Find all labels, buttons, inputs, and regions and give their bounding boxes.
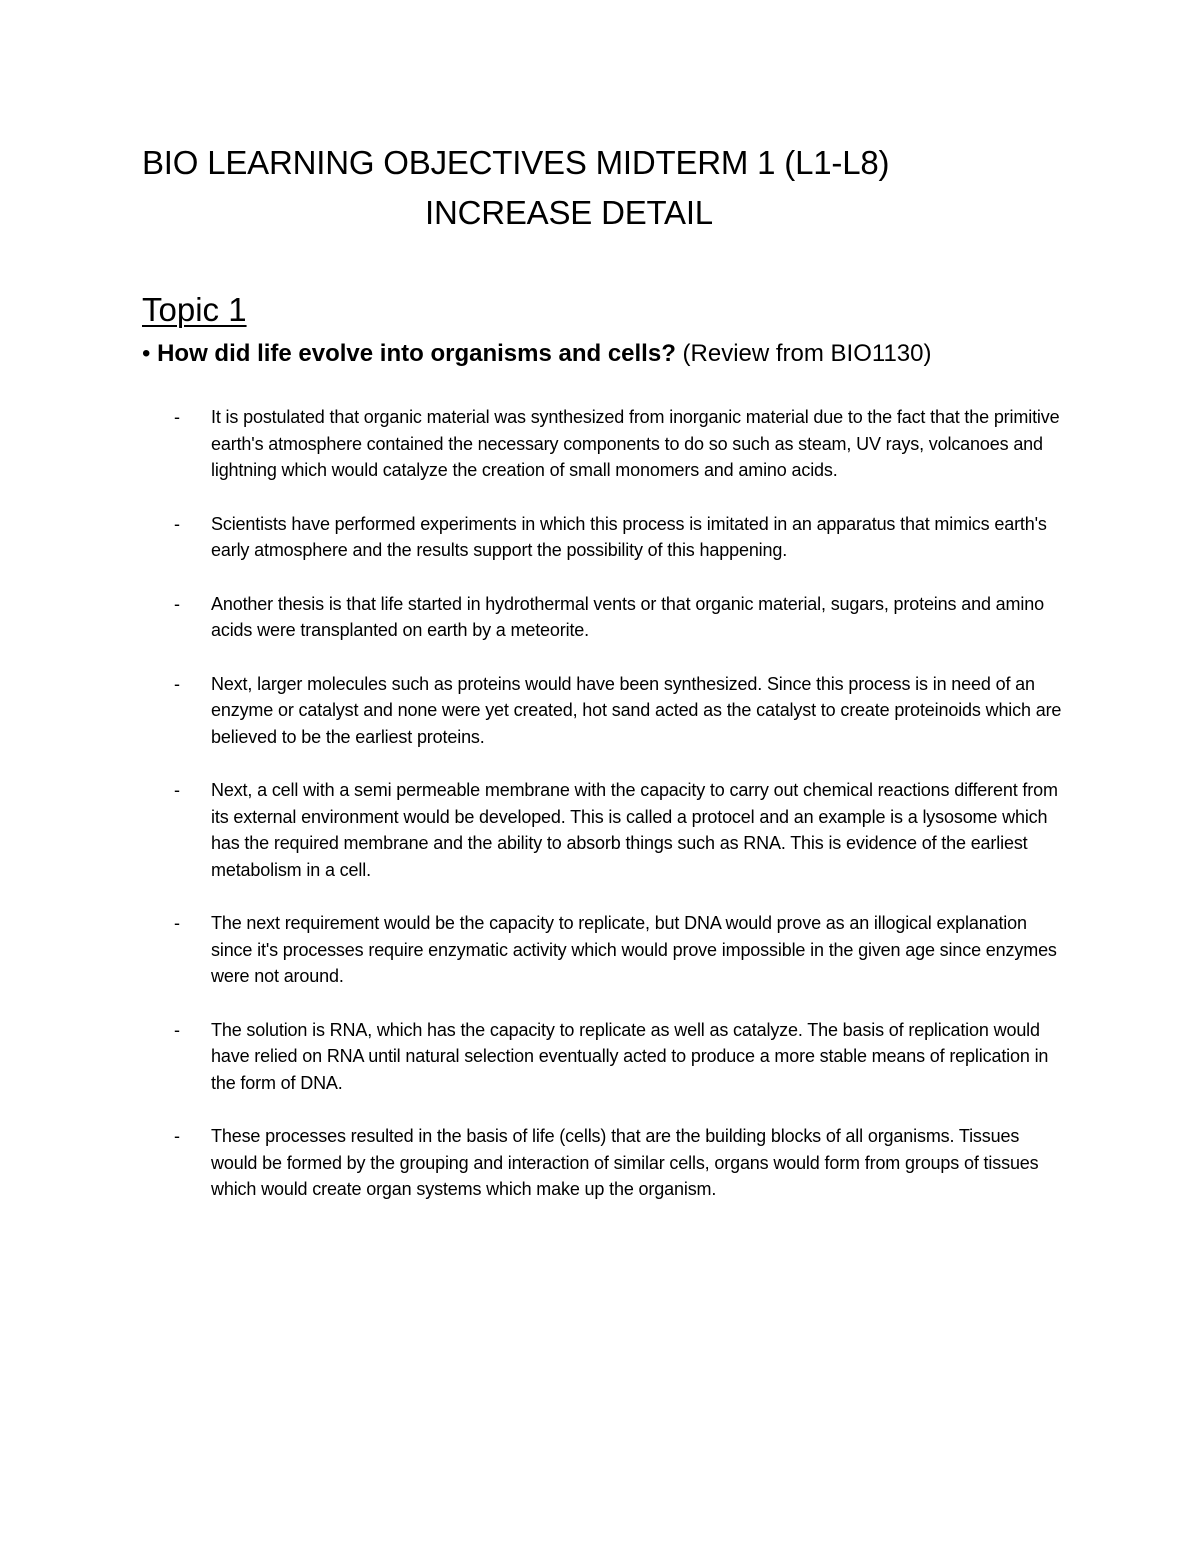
list-item-text: It is postulated that organic material was synthesized from inorganic material due to the fact that the primitive earth's atmosphere contained the necessary components to do so such as steam, UV rays, volcanoes and lightning which would catalyze the creation of small monomers and amino acids. [211, 407, 1060, 480]
list-item-text: These processes resulted in the basis of life (cells) that are the building blocks of all organisms. Tissues would be formed by the grouping and interaction of similar cells, organs would form from groups of tissues which would create organ systems which make up the organism. [211, 1126, 1039, 1199]
list-item-text: The next requirement would be the capacity to replicate, but DNA would prove as an illogical explanation since it's processes require enzymatic activity which would prove impossible in the given age since enzymes were not around. [211, 913, 1057, 986]
question-text: How did life evolve into organisms and cells? [157, 340, 676, 367]
topic-heading: Topic 1 [142, 291, 247, 328]
list-item [0, 777, 1200, 883]
document-title-line2: INCREASE DETAIL [425, 194, 713, 231]
list-dash: - [174, 513, 180, 534]
list-item [0, 910, 1200, 990]
list-dash: - [174, 1126, 180, 1146]
list-item-text: The solution is RNA, which has the capacity to replicate as well as catalyze. The basis of replication would have relied on RNA until natural selection eventually acted to produce a more stable means of replication in the form of DNA. [211, 1019, 1049, 1093]
list-item [0, 591, 1200, 644]
list-dash: - [174, 780, 180, 800]
list-item [0, 511, 1200, 564]
question-reference: (Review from BIO1130) [682, 340, 932, 367]
list-dash: - [174, 593, 180, 614]
question-bullet: • [142, 340, 151, 367]
list-dash: - [174, 407, 180, 427]
list-dash: - [174, 913, 180, 933]
list-dash: - [174, 1019, 180, 1040]
bullet-list [0, 404, 1200, 1230]
document-title-line1: BIO LEARNING OBJECTIVES MIDTERM 1 (L1-L8) [142, 144, 890, 181]
question-heading [142, 338, 932, 370]
list-item [0, 1017, 1200, 1097]
list-item [0, 671, 1200, 751]
list-item-text: Another thesis is that life started in hydrothermal vents or that organic material, sugars, proteins and amino acids were transplanted on earth by a meteorite. [211, 593, 1044, 640]
list-item-text: Next, a cell with a semi permeable membrane with the capacity to carry out chemical reactions different from its external environment would be developed. This is called a protocel and an example is a lysosome which has the required membrane and the ability to absorb things such as RNA. This is evidence of the earliest metabolism in a cell. [211, 780, 1058, 880]
list-item-text: Next, larger molecules such as proteins would have been synthesized. Since this process is in need of an enzyme or catalyst and none were yet created, hot sand acted as the catalyst to create proteinoids which are believed to be the earliest proteins. [211, 673, 1062, 747]
list-item [0, 1123, 1200, 1203]
list-dash: - [174, 673, 180, 694]
list-item [0, 404, 1200, 484]
list-item-text: Scientists have performed experiments in which this process is imitated in an apparatus that mimics earth's early atmosphere and the results support the possibility of this happening. [211, 513, 1047, 560]
